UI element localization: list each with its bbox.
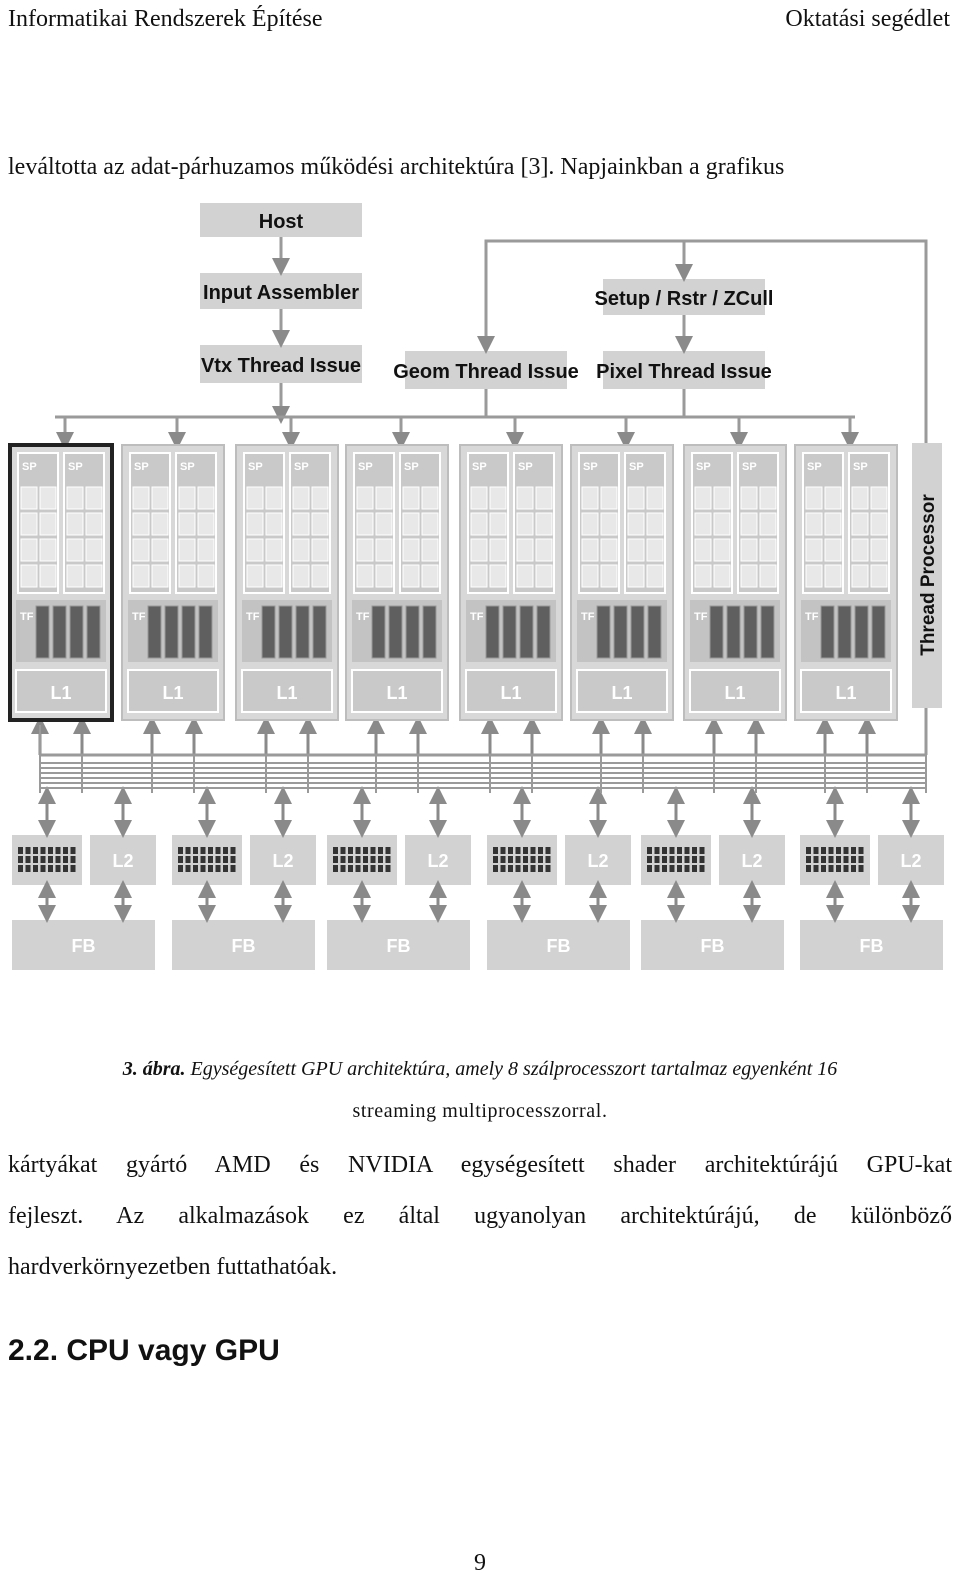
tf-label: TF	[20, 611, 34, 623]
tf-label: TF	[132, 611, 146, 623]
l2-label: L2	[900, 851, 922, 871]
caption-label: 3. ábra.	[122, 1058, 186, 1080]
tf-label: TF	[246, 611, 260, 623]
tf-label: TF	[694, 611, 708, 623]
caption-text: Egységesített GPU architektúra, amely 8 szálprocesszort tartalmaz egyenként 16	[190, 1058, 838, 1080]
streaming-multiprocessor-clusters	[10, 445, 897, 720]
body-line-3: hardverkörnyezetben futtathatóak.	[8, 1254, 338, 1280]
thread-processor-cluster	[346, 445, 448, 720]
thread-processor-block	[912, 443, 942, 708]
setup-label: Setup / Rstr / ZCull	[594, 288, 774, 310]
tf-label: TF	[805, 611, 819, 623]
thread-processor-cluster	[795, 445, 897, 720]
sp-label: SP	[358, 461, 373, 473]
paragraph-body	[8, 1140, 952, 1293]
thread-processor-cluster	[122, 445, 224, 720]
thread-processor-cluster	[571, 445, 673, 720]
body-line-2: fejleszt. Az alkalmazások ez által ugyanolyan architektúrájú, de különböző	[8, 1203, 952, 1229]
sp-label: SP	[180, 461, 195, 473]
sp-label: SP	[294, 461, 309, 473]
header-left: Informatikai Rendszerek Építése	[8, 6, 323, 32]
l1-label: L1	[276, 683, 298, 703]
l1-label: L1	[50, 683, 72, 703]
paragraph-intro: leváltotta az adat-párhuzamos működési architektúra [3]. Napjainkban a grafikus	[8, 154, 785, 180]
memory-partition	[12, 795, 156, 970]
memory-hierarchy	[12, 725, 944, 970]
fb-label: FB	[71, 936, 96, 956]
setup-block	[595, 279, 774, 315]
l2-label: L2	[587, 851, 609, 871]
l2-label: L2	[272, 851, 294, 871]
top-connectors	[55, 237, 926, 460]
sp-label: SP	[807, 461, 822, 473]
sp-label: SP	[68, 461, 83, 473]
memory-partition	[641, 795, 785, 970]
sp-label: SP	[742, 461, 757, 473]
section-heading: 2.2. CPU vagy GPU	[8, 1334, 280, 1367]
l1-label: L1	[611, 683, 633, 703]
sp-label: SP	[248, 461, 263, 473]
tf-label: TF	[356, 611, 370, 623]
sp-label: SP	[583, 461, 598, 473]
memory-partition	[327, 795, 471, 970]
sp-label: SP	[472, 461, 487, 473]
fb-label: FB	[386, 936, 411, 956]
l1-label: L1	[500, 683, 522, 703]
tf-label: TF	[581, 611, 595, 623]
l1-label: L1	[724, 683, 746, 703]
thread-processor-cluster	[10, 445, 112, 720]
l2-label: L2	[427, 851, 449, 871]
thread-processor-cluster	[460, 445, 562, 720]
l1-label: L1	[835, 683, 857, 703]
gpu-architecture-diagram	[0, 195, 960, 985]
thread-processor-cluster	[236, 445, 338, 720]
sp-label: SP	[134, 461, 149, 473]
thread-processor-label: Thread Processor	[918, 494, 939, 656]
l1-label: L1	[162, 683, 184, 703]
figure-caption	[0, 1048, 960, 1132]
crossbar	[40, 725, 926, 793]
input-assembler-block	[200, 273, 362, 309]
thread-processor-cluster	[684, 445, 786, 720]
fb-label: FB	[700, 936, 725, 956]
fb-label: FB	[859, 936, 884, 956]
page-number: 9	[474, 1550, 486, 1576]
sp-label: SP	[518, 461, 533, 473]
sp-label: SP	[629, 461, 644, 473]
fb-label: FB	[231, 936, 256, 956]
geom-thread-issue-label: Geom Thread Issue	[393, 361, 579, 383]
sp-label: SP	[696, 461, 711, 473]
body-line-1: kártyákat gyártó AMD és NVIDIA egységesített shader architektúrájú GPU-kat	[8, 1152, 952, 1178]
l2-label: L2	[112, 851, 134, 871]
memory-partition	[800, 795, 944, 970]
l1-label: L1	[386, 683, 408, 703]
tf-label: TF	[470, 611, 484, 623]
input-assembler-label: Input Assembler	[203, 282, 359, 304]
host-block	[200, 203, 362, 237]
memory-partition	[487, 795, 631, 970]
sp-label: SP	[853, 461, 868, 473]
caption-line2: streaming multiprocesszorral.	[352, 1100, 608, 1122]
pixel-thread-issue-block	[596, 351, 772, 389]
header-right: Oktatási segédlet	[785, 6, 950, 32]
geom-thread-issue-block	[393, 351, 579, 389]
fb-label: FB	[546, 936, 571, 956]
l2-label: L2	[741, 851, 763, 871]
sp-label: SP	[404, 461, 419, 473]
pixel-thread-issue-label: Pixel Thread Issue	[596, 361, 772, 383]
memory-partition	[172, 795, 316, 970]
sp-label: SP	[22, 461, 37, 473]
host-label: Host	[258, 211, 304, 233]
vtx-thread-issue-label: Vtx Thread Issue	[200, 355, 362, 377]
vtx-thread-issue-block	[200, 345, 362, 383]
